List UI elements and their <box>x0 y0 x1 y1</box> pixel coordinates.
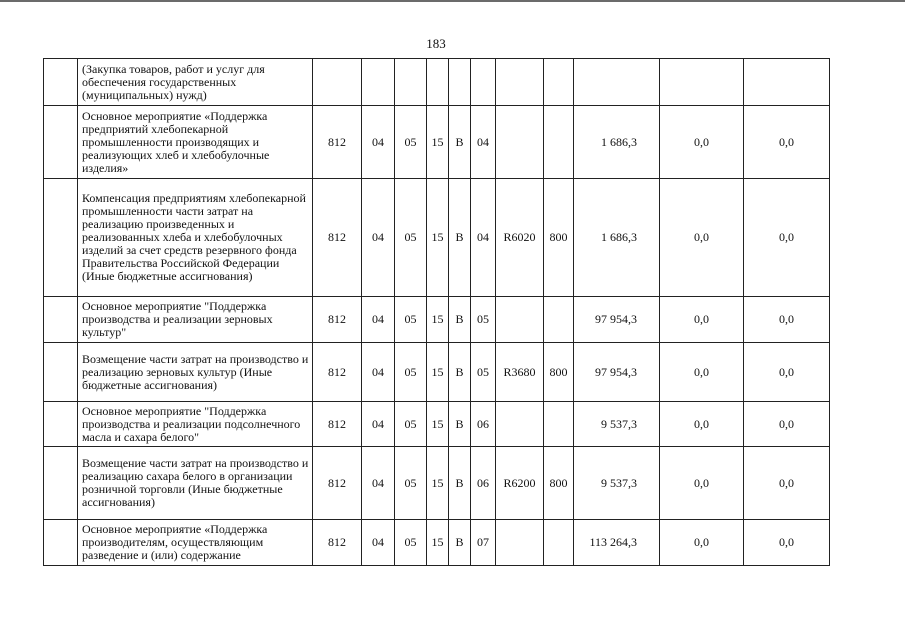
program-code-cell <box>427 59 449 106</box>
amount-year2-cell: 0,0 <box>660 402 744 447</box>
amount-cell <box>574 59 660 106</box>
ministry-code-cell <box>313 59 362 106</box>
expense-type-cell <box>544 402 574 447</box>
expense-type-cell: 800 <box>544 447 574 520</box>
program-code-cell: 15 <box>427 447 449 520</box>
item-name-cell: Основное мероприятие «Поддержка производителям, осуществляющим разведение и (или) содержание <box>78 520 313 566</box>
item-name-cell: (Закупка товаров, работ и услуг для обеспечения государственных (муниципальных) нужд) <box>78 59 313 106</box>
amount-year2-cell: 0,0 <box>660 520 744 566</box>
section-code-cell: 04 <box>362 297 395 343</box>
program-code-cell: 15 <box>427 520 449 566</box>
amount-year3-cell: 0,0 <box>744 106 830 179</box>
expense-type-cell: 800 <box>544 343 574 402</box>
amount-year2-cell: 0,0 <box>660 447 744 520</box>
direction-code-cell <box>496 297 544 343</box>
activity-code-cell: 04 <box>471 106 496 179</box>
subsection-code-cell <box>395 59 427 106</box>
subprogram-code-cell: В <box>449 179 471 297</box>
expense-type-cell <box>544 106 574 179</box>
table-row <box>44 297 830 343</box>
amount-cell: 97 954,3 <box>574 343 660 402</box>
amount-cell: 97 954,3 <box>574 297 660 343</box>
activity-code-cell: 06 <box>471 402 496 447</box>
activity-code-cell: 05 <box>471 297 496 343</box>
direction-code-cell: R3680 <box>496 343 544 402</box>
item-name-cell: Основное мероприятие "Поддержка производства и реализации подсолнечного масла и сахара белого" <box>78 402 313 447</box>
amount-year2-cell <box>660 59 744 106</box>
item-name-cell: Возмещение части затрат на производство и реализацию зерновых культур (Иные бюджетные ассигнования) <box>78 343 313 402</box>
row-number-cell <box>44 520 78 566</box>
amount-cell: 113 264,3 <box>574 520 660 566</box>
activity-code-cell: 07 <box>471 520 496 566</box>
amount-year2-cell: 0,0 <box>660 106 744 179</box>
activity-code-cell: 06 <box>471 447 496 520</box>
activity-code-cell: 05 <box>471 343 496 402</box>
subprogram-code-cell: В <box>449 447 471 520</box>
page-number: 183 <box>426 36 446 51</box>
amount-year3-cell: 0,0 <box>744 447 830 520</box>
expense-type-cell <box>544 297 574 343</box>
amount-cell: 1 686,3 <box>574 106 660 179</box>
section-code-cell <box>362 59 395 106</box>
amount-cell: 9 537,3 <box>574 402 660 447</box>
program-code-cell: 15 <box>427 179 449 297</box>
section-code-cell: 04 <box>362 447 395 520</box>
row-number-cell <box>44 343 78 402</box>
subsection-code-cell: 05 <box>395 343 427 402</box>
ministry-code-cell: 812 <box>313 297 362 343</box>
activity-code-cell: 04 <box>471 179 496 297</box>
subprogram-code-cell: В <box>449 297 471 343</box>
section-code-cell: 04 <box>362 402 395 447</box>
row-number-cell <box>44 179 78 297</box>
row-number-cell <box>44 106 78 179</box>
amount-year2-cell: 0,0 <box>660 297 744 343</box>
subsection-code-cell: 05 <box>395 447 427 520</box>
expense-type-cell: 800 <box>544 179 574 297</box>
direction-code-cell: R6020 <box>496 179 544 297</box>
scan-top-edge <box>0 0 905 2</box>
ministry-code-cell: 812 <box>313 402 362 447</box>
program-code-cell: 15 <box>427 297 449 343</box>
direction-code-cell: R6200 <box>496 447 544 520</box>
amount-year3-cell <box>744 59 830 106</box>
table-body <box>44 59 830 566</box>
table-row <box>44 179 830 297</box>
amount-year3-cell: 0,0 <box>744 343 830 402</box>
subsection-code-cell: 05 <box>395 402 427 447</box>
expense-type-cell <box>544 59 574 106</box>
amount-year2-cell: 0,0 <box>660 179 744 297</box>
ministry-code-cell: 812 <box>313 106 362 179</box>
direction-code-cell <box>496 520 544 566</box>
section-code-cell: 04 <box>362 106 395 179</box>
subprogram-code-cell <box>449 59 471 106</box>
section-code-cell: 04 <box>362 343 395 402</box>
row-number-cell <box>44 297 78 343</box>
subprogram-code-cell: В <box>449 402 471 447</box>
item-name-cell: Основное мероприятие «Поддержка предприятий хлебопекарной промышленности производящих и реализующих хлеб и хлебобулочные изделия» <box>78 106 313 179</box>
subsection-code-cell: 05 <box>395 297 427 343</box>
item-name-cell: Возмещение части затрат на производство и реализацию сахара белого в организации розничной торговли (Иные бюджетные ассигнования) <box>78 447 313 520</box>
direction-code-cell <box>496 106 544 179</box>
subsection-code-cell: 05 <box>395 106 427 179</box>
ministry-code-cell: 812 <box>313 447 362 520</box>
amount-cell: 1 686,3 <box>574 179 660 297</box>
table-row <box>44 59 830 106</box>
subprogram-code-cell: В <box>449 343 471 402</box>
row-number-cell <box>44 447 78 520</box>
subprogram-code-cell: В <box>449 106 471 179</box>
amount-year3-cell: 0,0 <box>744 179 830 297</box>
activity-code-cell <box>471 59 496 106</box>
row-number-cell <box>44 402 78 447</box>
direction-code-cell <box>496 402 544 447</box>
item-name-cell: Компенсация предприятиям хлебопекарной промышленности части затрат на реализацию произведенных и реализованных хлеба и хлебобулочных изделий за счет средств резервного фонда Правительства Российской Федерации (Иные бюджетные ассигнования) <box>78 179 313 297</box>
direction-code-cell <box>496 59 544 106</box>
subsection-code-cell: 05 <box>395 179 427 297</box>
table-row <box>44 402 830 447</box>
expense-type-cell <box>544 520 574 566</box>
subsection-code-cell: 05 <box>395 520 427 566</box>
ministry-code-cell: 812 <box>313 343 362 402</box>
table-row <box>44 520 830 566</box>
table-row <box>44 447 830 520</box>
amount-year3-cell: 0,0 <box>744 297 830 343</box>
section-code-cell: 04 <box>362 179 395 297</box>
amount-year3-cell: 0,0 <box>744 520 830 566</box>
amount-year3-cell: 0,0 <box>744 402 830 447</box>
amount-cell: 9 537,3 <box>574 447 660 520</box>
table-row <box>44 106 830 179</box>
program-code-cell: 15 <box>427 343 449 402</box>
item-name-cell: Основное мероприятие "Поддержка производства и реализации зерновых культур" <box>78 297 313 343</box>
amount-year2-cell: 0,0 <box>660 343 744 402</box>
program-code-cell: 15 <box>427 402 449 447</box>
ministry-code-cell: 812 <box>313 179 362 297</box>
ministry-code-cell: 812 <box>313 520 362 566</box>
row-number-cell <box>44 59 78 106</box>
table-row <box>44 343 830 402</box>
section-code-cell: 04 <box>362 520 395 566</box>
budget-table <box>43 58 830 566</box>
subprogram-code-cell: В <box>449 520 471 566</box>
program-code-cell: 15 <box>427 106 449 179</box>
